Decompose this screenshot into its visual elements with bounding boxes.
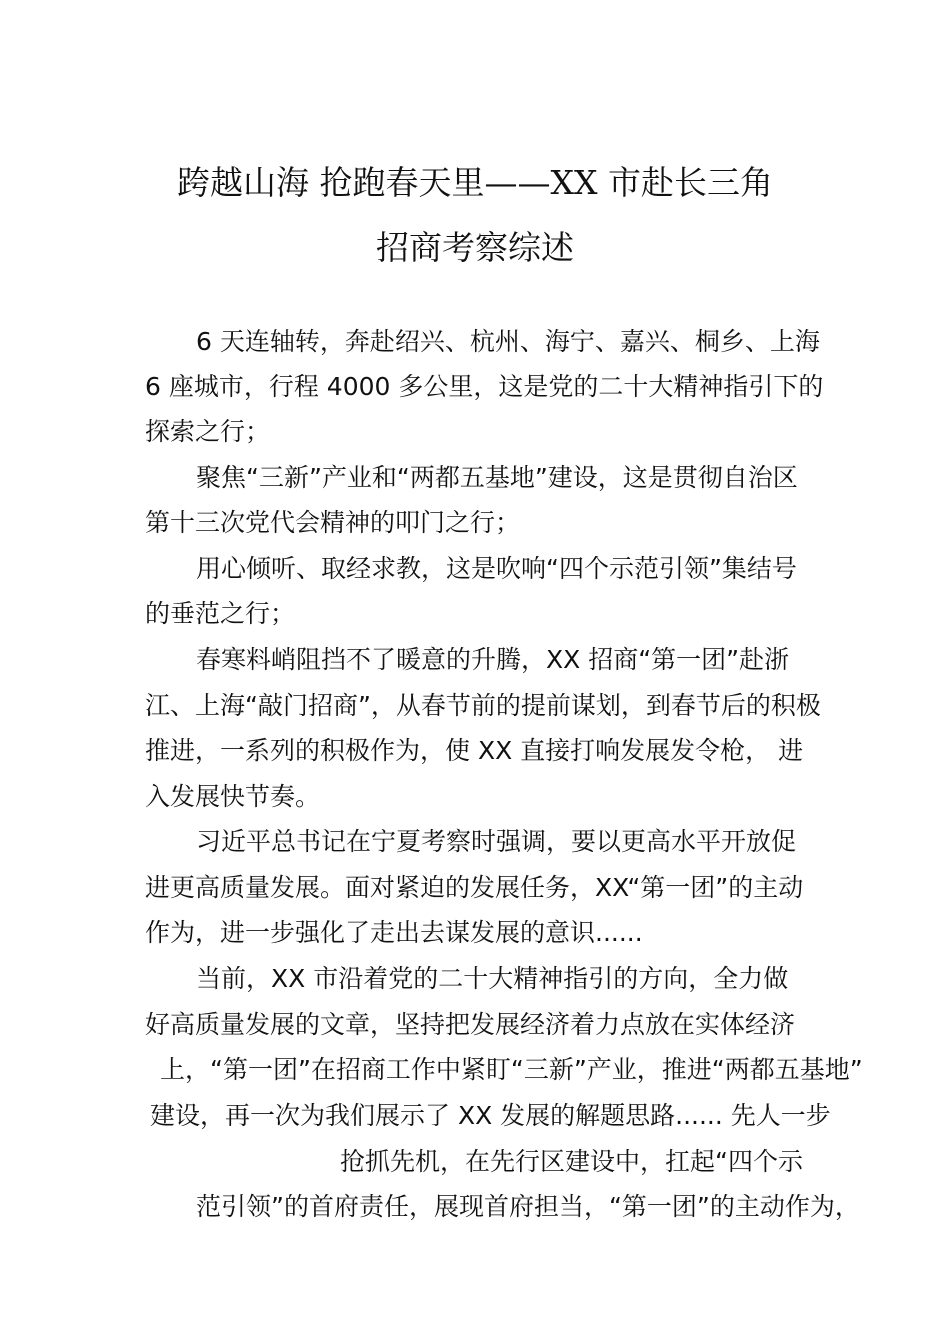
body-line: 春寒料峭阻挡不了暖意的升腾，XX 招商“第一团”赴浙: [196, 645, 790, 674]
body-line: 第十三次党代会精神的叩门之行；: [145, 508, 521, 537]
body-line: 建设，再一次为我们展示了 XX 发展的解题思路...... 先人一步: [150, 1101, 831, 1130]
body-line: 用心倾听、取经求教，这是吹响“四个示范引领”集结号: [196, 554, 797, 583]
body-line: 推进，一系列的积极作为，使 XX 直接打响发展发令枪， 进: [145, 736, 804, 765]
body-line: 江、上海“敲门招商”，从春节前的提前谋划，到春节后的积极: [145, 691, 821, 720]
body-line: 入发展快节奏。: [145, 782, 321, 811]
body-line: 作为，进一步强化了走出去谋发展的意识......: [145, 918, 643, 947]
body-line: 好高质量发展的文章，坚持把发展经济着力点放在实体经济: [145, 1010, 796, 1039]
body-line: 进更高质量发展。面对紧迫的发展任务，XX“第一团”的主动: [145, 873, 804, 902]
body-line: 习近平总书记在宁夏考察时强调，要以更高水平开放促: [196, 827, 797, 856]
body-line: 当前，XX 市沿着党的二十大精神指引的方向，全力做: [196, 964, 789, 993]
body-line: 上，“第一团”在招商工作中紧盯“三新”产业，推进“两都五基地”: [160, 1055, 863, 1084]
body-line: 聚焦“三新”产业和“两都五基地”建设，这是贯彻自治区: [196, 463, 798, 492]
body-line: 探索之行；: [145, 417, 271, 446]
body-line: 抢抓先机，在先行区建设中，扛起“四个示: [340, 1147, 803, 1176]
body-line: 的垂范之行；: [145, 599, 296, 628]
document-title-line-1: 跨越山海 抢跑春天里——XX 市赴长三角: [177, 163, 773, 202]
document-title-line-2: 招商考察综述: [376, 228, 574, 267]
body-line: 范引领”的首府责任，展现首府担当，“第一团”的主动作为，: [196, 1192, 860, 1221]
body-line: 6 天连轴转，奔赴绍兴、杭州、海宁、嘉兴、桐乡、上海: [196, 327, 820, 356]
body-line: 6 座城市，行程 4000 多公里，这是党的二十大精神指引下的: [145, 372, 824, 401]
